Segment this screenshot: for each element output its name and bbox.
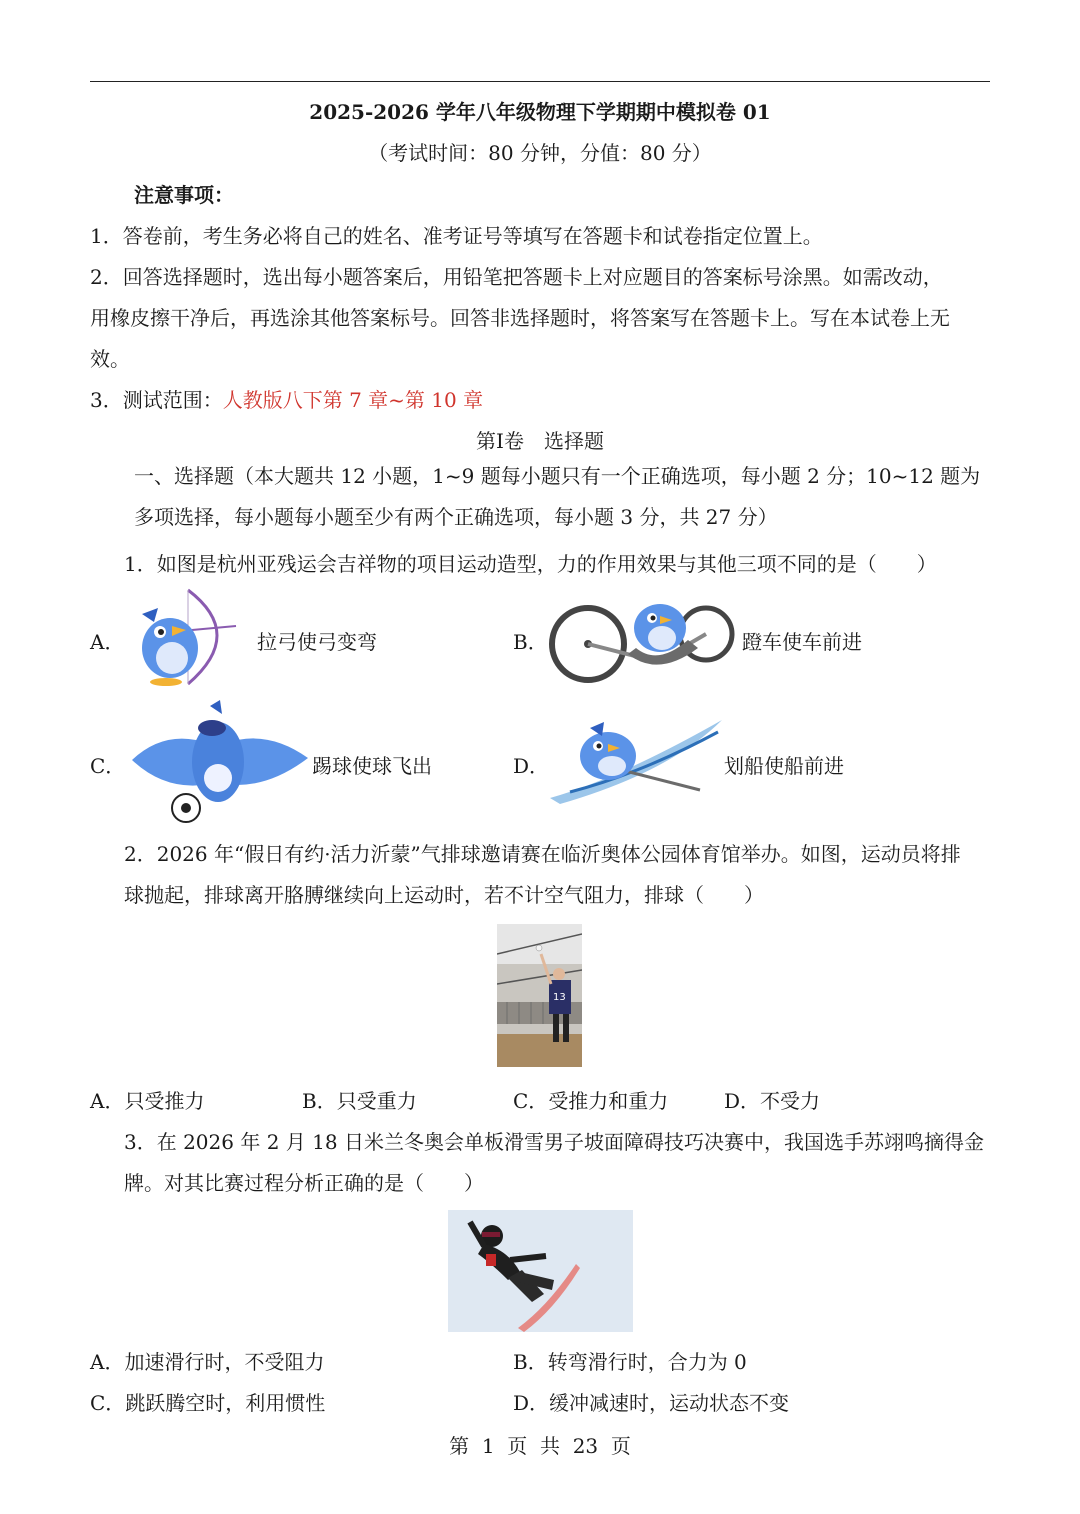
q3-option-c bbox=[90, 1391, 325, 1415]
q2-option-c-letter: C． bbox=[513, 1089, 549, 1113]
q3-option-d-letter: D． bbox=[513, 1391, 550, 1415]
q3-option-a bbox=[90, 1350, 324, 1374]
mascot-rowing-image bbox=[550, 712, 722, 808]
test-range: 人教版八下第 7 章~第 10 章 bbox=[222, 388, 484, 412]
note-item-3 bbox=[90, 388, 483, 412]
q3-option-a-letter: A． bbox=[90, 1350, 125, 1374]
q1-option-d-text: 划船使船前进 bbox=[724, 754, 844, 778]
q1-option-b-letter: B． bbox=[513, 630, 548, 654]
section-intro-line1: 一、选择题（本大题共 12 小题，1~9 题每小题只有一个正确选项，每小题 2 分；10~12 题为 bbox=[134, 464, 981, 488]
q3-stem-line1: 3．在 2026 年 2 月 18 日米兰冬奥会单板滑雪男子坡面障碍技巧决赛中，我国选手苏翊鸣摘得金 bbox=[124, 1130, 984, 1154]
note-item-2-line3: 效。 bbox=[90, 347, 130, 371]
q2-option-d-text: 不受力 bbox=[760, 1089, 821, 1113]
volleyball-photo bbox=[497, 924, 582, 1067]
q1-option-a-text: 拉弓使弓变弯 bbox=[257, 630, 377, 654]
q3-option-b-letter: B． bbox=[513, 1350, 548, 1374]
q1-option-b-text: 蹬车使车前进 bbox=[742, 630, 862, 654]
q2-option-d-letter: D． bbox=[724, 1089, 761, 1113]
snowboard-photo bbox=[448, 1210, 633, 1332]
mascot-football-image bbox=[126, 700, 310, 828]
q2-option-b bbox=[302, 1089, 417, 1113]
jersey-number: 13 bbox=[553, 992, 566, 1003]
exam-title: 2025-2026 学年八年级物理下学期期中模拟卷 01 bbox=[309, 100, 771, 124]
exam-subtitle: （考试时间：80 分钟，分值：80 分） bbox=[368, 141, 712, 165]
q3-option-b-text: 转弯滑行时，合力为 0 bbox=[547, 1350, 747, 1374]
page-number: 第 1 页 共 23 页 bbox=[449, 1434, 631, 1458]
q3-option-b bbox=[513, 1350, 747, 1374]
q1-option-d-letter: D． bbox=[513, 754, 550, 778]
q3-option-a-text: 加速滑行时，不受阻力 bbox=[124, 1350, 325, 1374]
q1-stem: 1．如图是杭州亚残运会吉祥物的项目运动造型，力的作用效果与其他三项不同的是（ ） bbox=[124, 552, 937, 576]
note-item-1: 1．答卷前，考生务必将自己的姓名、准考证号等填写在答题卡和试卷指定位置上。 bbox=[90, 224, 823, 248]
q1-option-a-letter: A． bbox=[90, 630, 125, 654]
q2-option-a-text: 只受推力 bbox=[124, 1089, 205, 1113]
q1-option-c-letter: C． bbox=[90, 754, 126, 778]
q1-option-c-text: 踢球使球飞出 bbox=[312, 754, 432, 778]
q2-option-a bbox=[90, 1089, 204, 1113]
q3-option-c-letter: C． bbox=[90, 1391, 126, 1415]
q3-option-d bbox=[513, 1391, 789, 1415]
note-item-2-line1: 2．回答选择题时，选出每小题答案后，用铅笔把答题卡上对应题目的答案标号涂黑。如需改动， bbox=[90, 265, 943, 289]
note-item-2-line2: 用橡皮擦干净后，再选涂其他答案标号。回答非选择题时，将答案写在答题卡上。写在本试卷上无 bbox=[90, 306, 950, 330]
q3-option-c-text: 跳跃腾空时，利用惯性 bbox=[125, 1391, 326, 1415]
q2-option-c bbox=[513, 1089, 668, 1113]
q2-option-b-text: 只受重力 bbox=[336, 1089, 417, 1113]
q2-stem-line1: 2．2026 年“假日有约·活力沂蒙”气排球邀请赛在临沂奥体公园体育馆举办。如图，运动员将排 bbox=[124, 842, 961, 866]
q2-option-d bbox=[724, 1089, 820, 1113]
notes-heading: 注意事项： bbox=[134, 183, 234, 207]
q2-option-b-letter: B． bbox=[302, 1089, 337, 1113]
section-title: 第Ⅰ卷 选择题 bbox=[476, 429, 604, 453]
header-rule bbox=[90, 81, 990, 82]
q3-option-d-text: 缓冲减速时，运动状态不变 bbox=[549, 1391, 790, 1415]
mascot-handcycle-image bbox=[548, 588, 736, 688]
q2-option-a-letter: A． bbox=[90, 1089, 125, 1113]
q3-stem-line2: 牌。对其比赛过程分析正确的是（ ） bbox=[124, 1171, 484, 1195]
q2-stem-line2: 球抛起，排球离开胳膊继续向上运动时，若不计空气阻力，排球（ ） bbox=[124, 883, 764, 907]
section-intro-line2: 多项选择，每小题每小题至少有两个正确选项，每小题 3 分，共 27 分） bbox=[134, 505, 778, 529]
note-item-3-prefix: 3．测试范围： bbox=[90, 388, 223, 412]
q2-option-c-text: 受推力和重力 bbox=[548, 1089, 669, 1113]
mascot-archery-image bbox=[128, 586, 240, 690]
